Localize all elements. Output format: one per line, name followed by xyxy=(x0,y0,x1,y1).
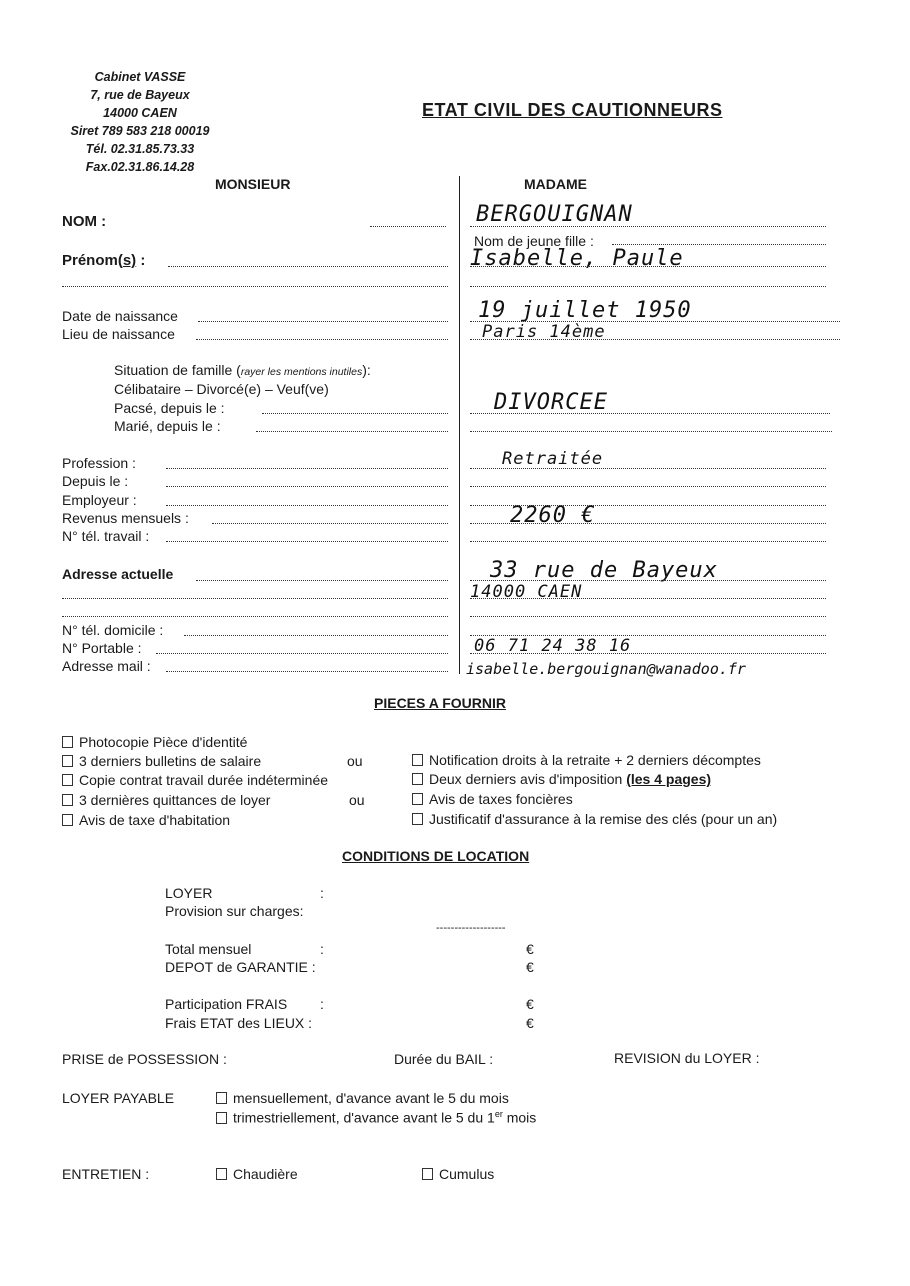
marie-dots-m xyxy=(256,431,448,432)
total-colon: : xyxy=(320,941,324,957)
option-cumulus: Cumulus xyxy=(422,1166,494,1182)
tel-domicile-dots-m xyxy=(184,635,448,636)
profession-dots-m xyxy=(166,468,448,469)
profession-dots-f xyxy=(470,468,826,469)
agency-street: 7, rue de Bayeux xyxy=(90,88,190,102)
label-celibataire: Célibataire – Divorcé(e) – Veuf(ve) xyxy=(114,381,329,397)
tel-travail-dots-m xyxy=(166,541,448,542)
label-tel-travail: N° tél. travail : xyxy=(62,528,150,544)
depot-euro: € xyxy=(526,959,534,975)
label-frais-etat: Frais ETAT des LIEUX : xyxy=(165,1015,313,1031)
piece-taxes-foncieres: Avis de taxes foncières xyxy=(412,791,573,807)
revenus-dots-m xyxy=(212,523,448,524)
checkbox-cumulus[interactable] xyxy=(422,1168,433,1180)
piece-quittances: 3 dernières quittances de loyer xyxy=(62,792,270,808)
handwritten-mail: isabelle.bergouignan@wanadoo.fr xyxy=(466,660,746,678)
depuis-dots-f xyxy=(470,486,826,487)
label-loyer: LOYER xyxy=(165,885,213,901)
checkbox-contrat[interactable] xyxy=(62,774,73,786)
label-revenus: Revenus mensuels : xyxy=(62,510,189,526)
checkbox-assurance[interactable] xyxy=(412,813,423,825)
pacse-dots-m xyxy=(262,413,448,414)
option-trimestriel: trimestriellement, d'avance avant le 5 du 1er mois xyxy=(216,1109,536,1126)
conditions-title: CONDITIONS DE LOCATION xyxy=(342,848,530,864)
label-duree-bail: Durée du BAIL : xyxy=(394,1051,494,1067)
prenom2-dots-f xyxy=(470,286,826,287)
participation-euro: € xyxy=(526,996,534,1012)
portable-dots-m xyxy=(156,653,448,654)
label-employeur: Employeur : xyxy=(62,492,137,508)
label-depuis: Depuis le : xyxy=(62,473,129,489)
piece-contrat: Copie contrat travail durée indéterminée xyxy=(62,772,328,788)
handwritten-date: 19 juillet 1950 xyxy=(478,298,692,323)
label-nom: NOM : xyxy=(62,213,107,230)
label-portable: N° Portable : xyxy=(62,640,142,656)
checkbox-notification[interactable] xyxy=(412,754,423,766)
handwritten-portable: 06 71 24 38 16 xyxy=(474,636,632,656)
employeur-dots-m xyxy=(166,505,448,506)
checkbox-chaudiere[interactable] xyxy=(216,1168,227,1180)
lieu-dots-m xyxy=(196,339,448,340)
handwritten-adresse1: 33 rue de Bayeux xyxy=(490,558,718,583)
checkbox-identite[interactable] xyxy=(62,736,73,748)
column-monsieur: MONSIEUR xyxy=(215,176,291,192)
label-pacse: Pacsé, depuis le : xyxy=(114,400,225,416)
piece-notification: Notification droits à la retraite + 2 derniers décomptes xyxy=(412,752,761,768)
label-profession: Profession : xyxy=(62,455,136,471)
pieces-title: PIECES A FOURNIR xyxy=(374,695,506,711)
handwritten-lieu: Paris 14ème xyxy=(482,322,606,342)
column-divider xyxy=(459,176,460,674)
nom-dots-m xyxy=(370,226,446,227)
label-loyer-payable: LOYER PAYABLE xyxy=(62,1090,175,1106)
agency-siret: Siret 789 583 218 00019 xyxy=(70,124,210,138)
checkbox-bulletins[interactable] xyxy=(62,755,73,767)
label-provision: Provision sur charges: xyxy=(165,903,304,919)
checkbox-quittances[interactable] xyxy=(62,794,73,806)
adresse-dots-f xyxy=(470,580,826,581)
label-entretien: ENTRETIEN : xyxy=(62,1166,150,1182)
piece-identite: Photocopie Pièce d'identité xyxy=(62,734,247,750)
label-prise-possession: PRISE de POSSESSION : xyxy=(62,1051,227,1067)
agency-tel: Tél. 02.31.85.73.33 xyxy=(85,142,195,156)
adresse3-dots-f xyxy=(470,616,826,617)
total-euro: € xyxy=(526,941,534,957)
label-lieu-naissance: Lieu de naissance xyxy=(62,326,175,342)
nom-jeune-fille-dots xyxy=(612,244,826,245)
label-mail: Adresse mail : xyxy=(62,658,151,674)
piece-taxe-habitation: Avis de taxe d'habitation xyxy=(62,812,230,828)
handwritten-situation: DIVORCEE xyxy=(494,390,608,415)
label-prenoms: Prénom(s) : xyxy=(62,252,146,269)
adresse-dots-m xyxy=(196,580,448,581)
checkbox-avis-imposition[interactable] xyxy=(412,773,423,785)
agency-header xyxy=(40,68,240,176)
document-title: ETAT CIVIL DES CAUTIONNEURS xyxy=(422,100,723,120)
agency-fax: Fax.02.31.86.14.28 xyxy=(85,160,195,174)
label-adresse: Adresse actuelle xyxy=(62,566,174,582)
prenom-dots-f xyxy=(470,266,826,267)
piece-ou-2: ou xyxy=(349,792,365,808)
tel-travail-dots-f xyxy=(470,541,826,542)
label-tel-domicile: N° tél. domicile : xyxy=(62,622,164,638)
piece-assurance: Justificatif d'assurance à la remise des clés (pour un an) xyxy=(412,811,777,827)
lieu-dots-f xyxy=(470,339,840,340)
piece-bulletins: 3 derniers bulletins de salaire xyxy=(62,753,261,769)
checkbox-trimestriel[interactable] xyxy=(216,1112,227,1124)
marie-dots-f xyxy=(470,431,832,432)
revenus-dots-f xyxy=(470,523,826,524)
date-dots-m xyxy=(198,321,448,322)
frais-etat-euro: € xyxy=(526,1015,534,1031)
portable-dots-f xyxy=(470,653,826,654)
label-nom-jeune-fille: Nom de jeune fille : xyxy=(474,233,594,249)
handwritten-revenus: 2260 € xyxy=(510,503,596,528)
label-participation: Participation FRAIS xyxy=(165,996,288,1012)
nom-dots-f xyxy=(470,226,826,227)
adresse2-dots-m xyxy=(62,598,448,599)
checkbox-taxes-foncieres[interactable] xyxy=(412,793,423,805)
handwritten-adresse2: 14000 CAEN xyxy=(470,582,583,602)
loyer-colon: : xyxy=(320,885,324,901)
handwritten-nom: BERGOUIGNAN xyxy=(476,202,633,227)
label-marie: Marié, depuis le : xyxy=(114,418,221,434)
conditions-separator: ------------------- xyxy=(436,922,506,934)
adresse2-dots-f xyxy=(470,598,826,599)
label-situation: Situation de famille (rayer les mentions inutiles): xyxy=(114,362,371,378)
pacse-dots-f xyxy=(470,413,830,414)
checkbox-mensuel[interactable] xyxy=(216,1092,227,1104)
option-chaudiere: Chaudière xyxy=(216,1166,298,1182)
participation-colon: : xyxy=(320,996,324,1012)
handwritten-prenom: Isabelle, Paule xyxy=(470,246,684,271)
column-madame: MADAME xyxy=(524,176,587,192)
option-mensuel: mensuellement, d'avance avant le 5 du mois xyxy=(216,1090,509,1106)
label-total: Total mensuel xyxy=(165,941,252,957)
adresse3-dots-m xyxy=(62,616,448,617)
piece-ou-1: ou xyxy=(347,753,363,769)
agency-name: Cabinet VASSE xyxy=(94,70,186,84)
handwritten-profession: Retraitée xyxy=(502,449,604,469)
label-date-naissance: Date de naissance xyxy=(62,308,178,324)
label-depot: DEPOT de GARANTIE : xyxy=(165,959,316,975)
depuis-dots-m xyxy=(166,486,448,487)
checkbox-taxe-habitation[interactable] xyxy=(62,814,73,826)
prenom-dots-m xyxy=(168,266,448,267)
mail-dots-m xyxy=(166,671,448,672)
label-revision-loyer: REVISION du LOYER : xyxy=(614,1050,760,1066)
piece-avis-imposition: Deux derniers avis d'imposition (les 4 pages) xyxy=(412,771,711,787)
agency-city: 14000 CAEN xyxy=(103,106,177,120)
prenom2-dots-m xyxy=(62,286,448,287)
